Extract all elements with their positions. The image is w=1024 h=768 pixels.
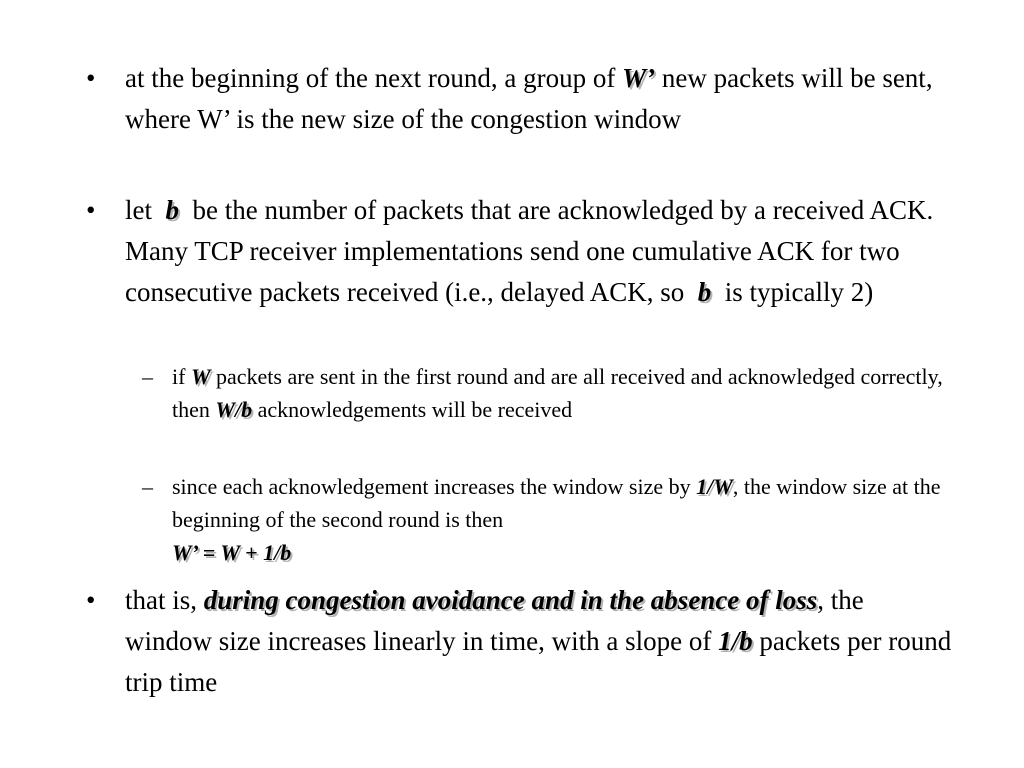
bullet-text: , the window size increases linearly in time, with a slope of bbox=[125, 585, 864, 656]
emphasis-text: 1/b bbox=[718, 626, 753, 656]
sub-bullet-text: acknowledgements will be received bbox=[257, 397, 573, 422]
dash-marker: – bbox=[142, 364, 153, 389]
sub-bullet-item bbox=[142, 470, 952, 569]
bullet-text: be the number of packets that are acknowledged by a received ACK. Many TCP receiver implementations send one cumulative ACK for two consecutive packets received (i.e., delayed ACK, so bbox=[125, 195, 934, 307]
emphasis-text: b bbox=[165, 195, 179, 225]
sub-bullet-text: , the window size at the beginning of the second round is then bbox=[172, 474, 941, 532]
emphasis-text: during congestion avoidance and in the absence of loss bbox=[203, 585, 818, 615]
emphasis-text: W/b bbox=[215, 397, 253, 422]
bullet-text: packets per round trip time bbox=[125, 626, 952, 697]
bullet-item bbox=[86, 58, 955, 140]
bullet-text: is typically 2) bbox=[724, 277, 874, 307]
bullet-marker: • bbox=[86, 585, 96, 615]
bullet-item bbox=[86, 580, 955, 703]
emphasis-text: W bbox=[190, 364, 211, 389]
dash-marker: – bbox=[142, 474, 153, 499]
bullet-text: let bbox=[125, 195, 152, 225]
bullet-text: that is, bbox=[125, 585, 197, 615]
bullet-marker: • bbox=[86, 195, 96, 225]
sub-bullet-text: packets are sent in the first round and are all received and acknowledged correctly, then bbox=[172, 364, 943, 422]
emphasis-text: W’ bbox=[622, 63, 656, 93]
bullet-text: new packets will be sent, where W’ is the new size of the congestion window bbox=[125, 63, 933, 134]
bullet-text: at the beginning of the next round, a group of bbox=[125, 63, 616, 93]
bullet-marker: • bbox=[86, 63, 96, 93]
bullet-item bbox=[86, 190, 955, 313]
sub-bullet-text: if bbox=[172, 364, 186, 389]
emphasis-text: b bbox=[697, 277, 712, 307]
sub-bullet-text: since each acknowledgement increases the window size by bbox=[172, 474, 691, 499]
sub-bullet-item bbox=[142, 360, 952, 426]
formula-text: W’ = W + 1/b bbox=[172, 540, 292, 565]
emphasis-text: 1/W bbox=[696, 474, 733, 499]
